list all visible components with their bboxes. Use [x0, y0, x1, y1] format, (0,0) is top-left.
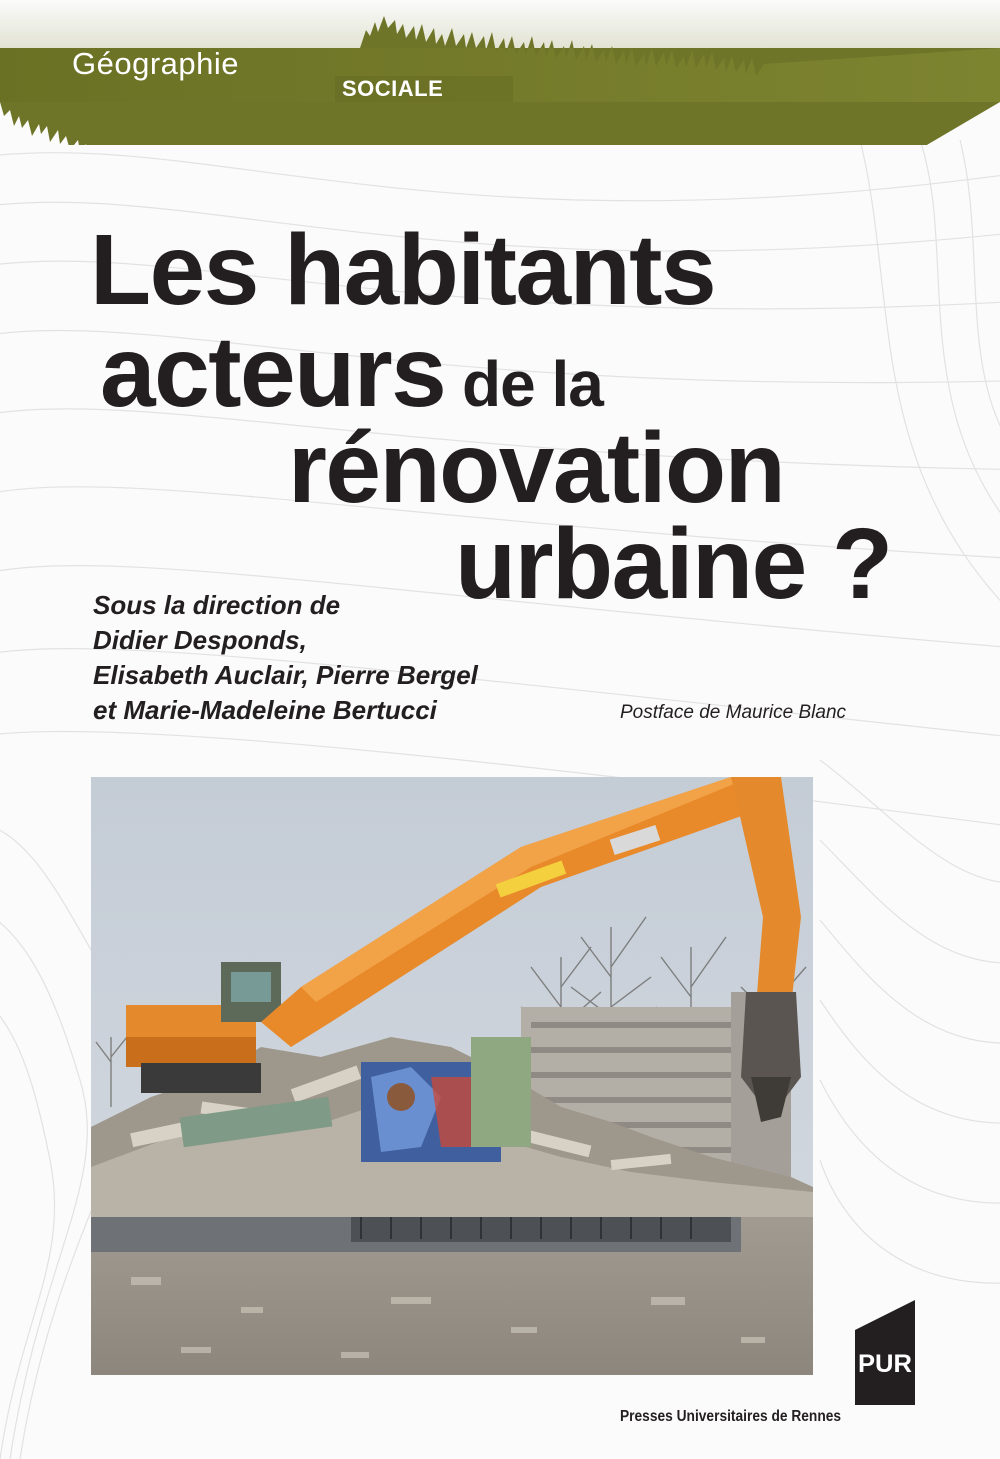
publisher-logo-text: PUR: [858, 1350, 912, 1378]
title-line-4: urbaine ?: [455, 508, 892, 620]
title-line-2: [100, 316, 603, 428]
postface-credit: Postface de Maurice Blanc: [620, 702, 847, 723]
title-line-1: Les habitants: [90, 214, 716, 326]
publisher-logo: [855, 1300, 915, 1405]
title-line-3: rénovation: [288, 412, 785, 524]
cover-photo-demolition: [91, 777, 813, 1375]
series-name: Géographie: [72, 46, 240, 81]
series-subname: SOCIALE: [342, 76, 444, 101]
editors-line: Elisabeth Auclair, Pierre Bergel: [93, 660, 478, 690]
title-line-2-big: acteurs: [100, 316, 446, 428]
editors-line: Didier Desponds,: [93, 625, 307, 655]
title-line-2-small: de la: [445, 348, 603, 420]
editors-block: [93, 588, 478, 728]
editors-line: et Marie-Madeleine Bertucci: [93, 695, 437, 725]
editors-line: Sous la direction de: [93, 590, 341, 620]
publisher-name: Presses Universitaires de Rennes: [620, 1408, 842, 1425]
